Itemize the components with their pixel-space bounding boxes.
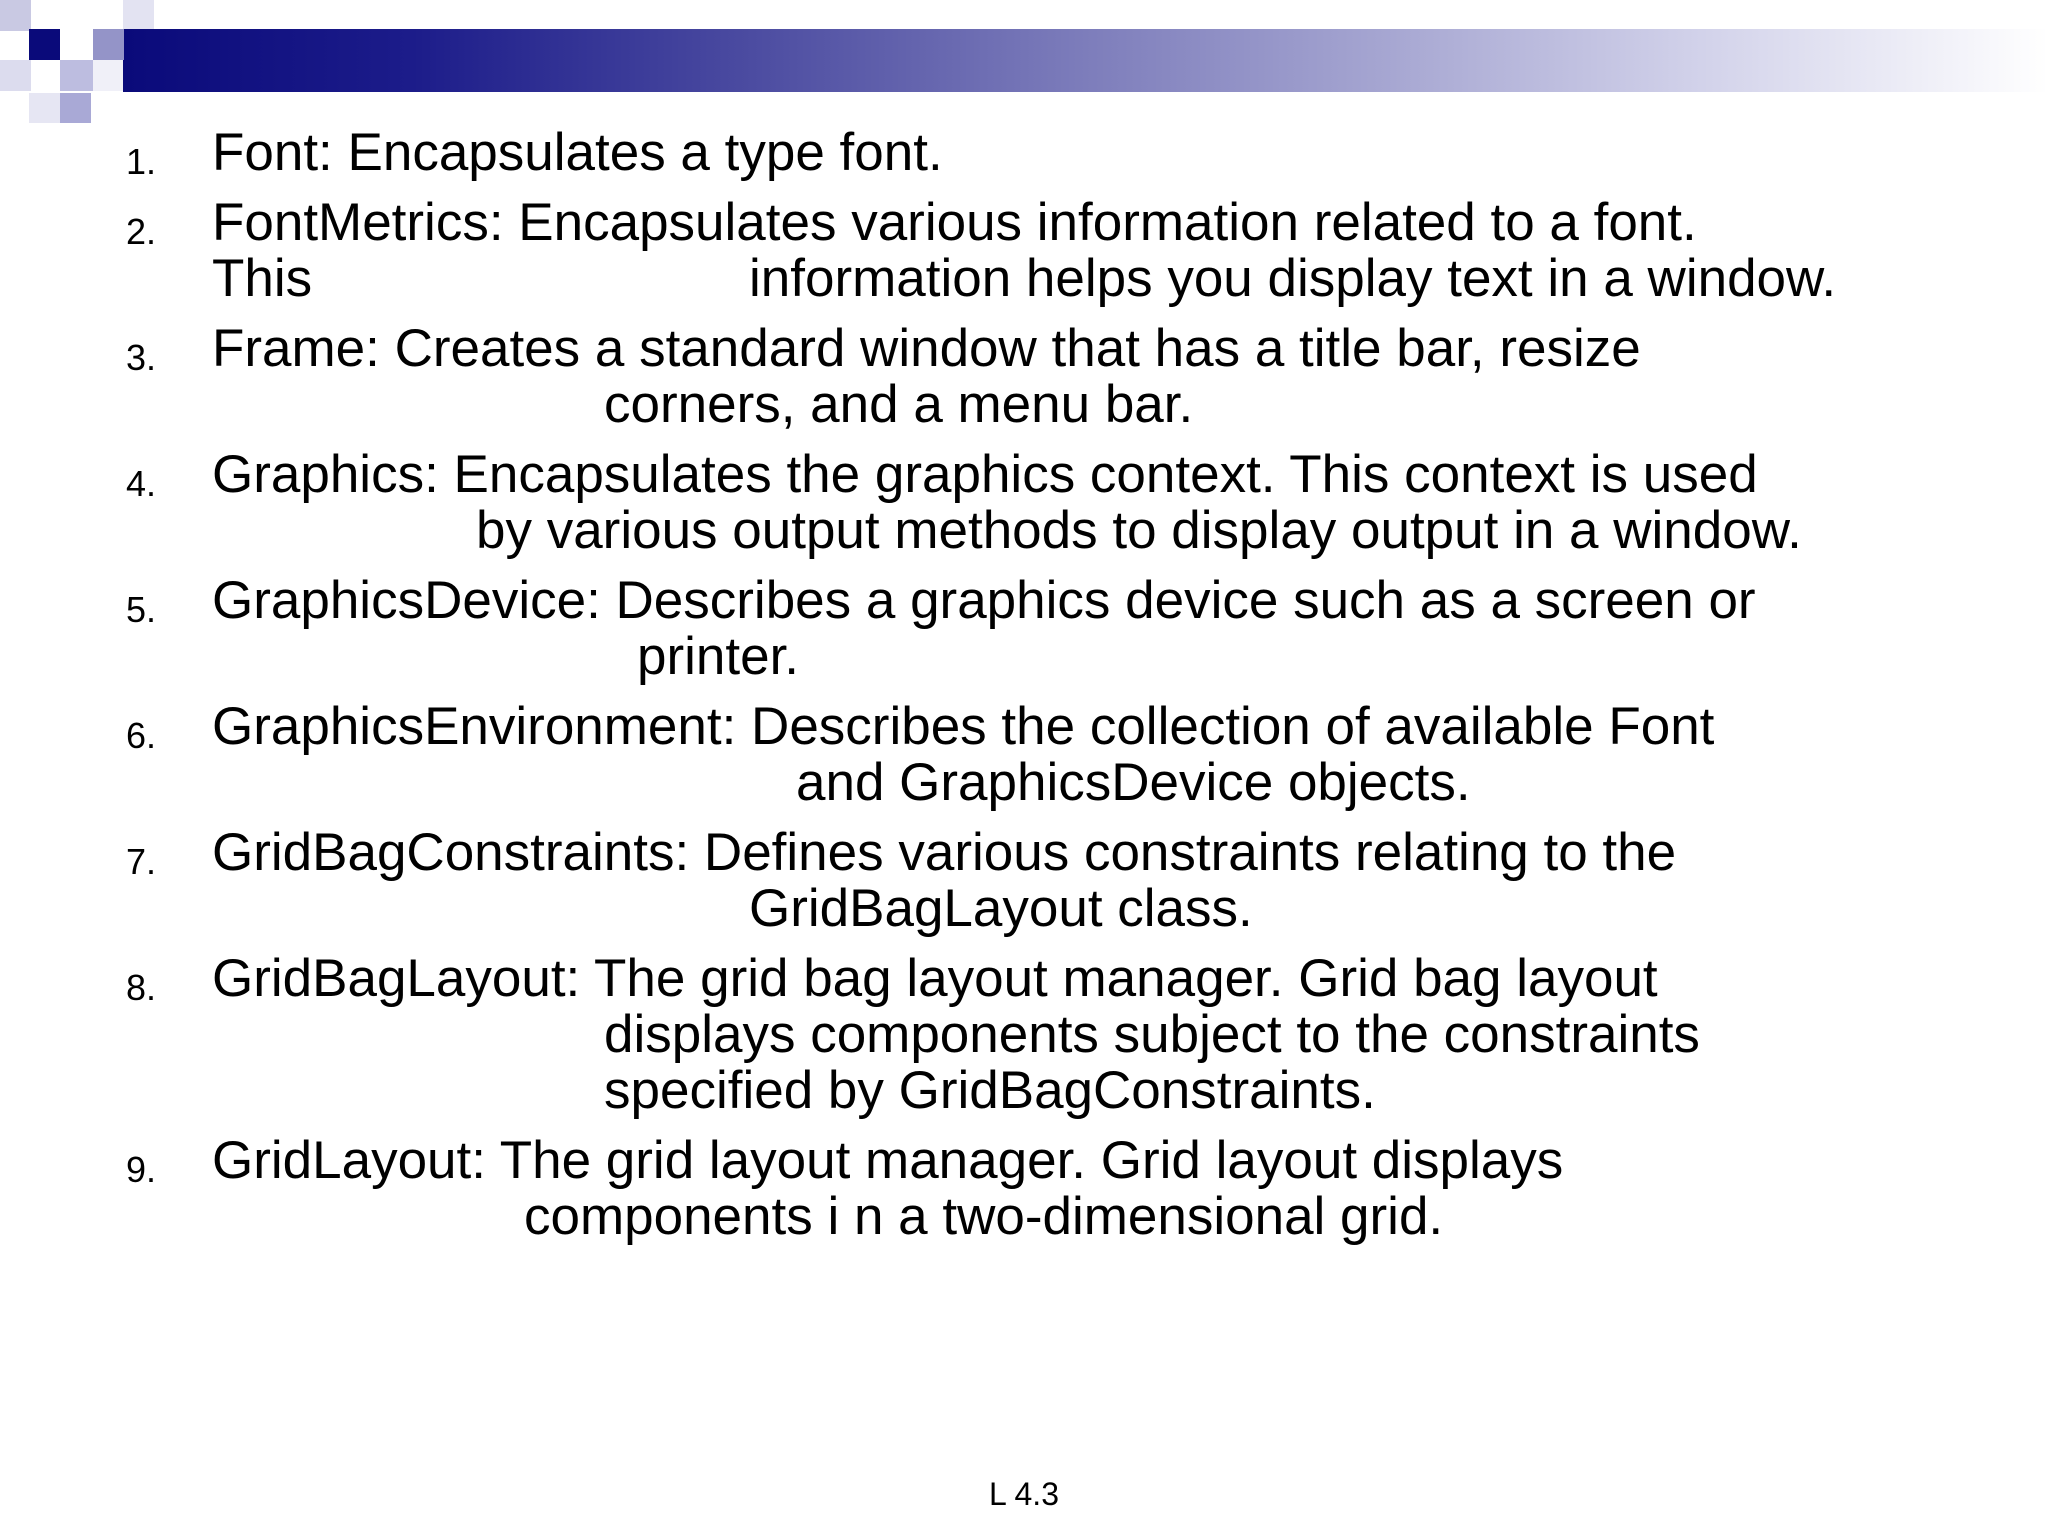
item-number: 5. xyxy=(126,589,157,630)
item-text-line: displays components subject to the constraints xyxy=(604,1005,1700,1064)
item-number: 2. xyxy=(126,211,157,252)
header-accent-square xyxy=(93,60,123,91)
item-number: 7. xyxy=(126,841,157,882)
item-number: 4. xyxy=(126,463,157,504)
list-item xyxy=(0,447,2048,559)
item-number: 9. xyxy=(126,1149,157,1190)
item-text-line: and GraphicsDevice objects. xyxy=(796,753,1471,812)
item-text-line: GridBagLayout: The grid bag layout manager. Grid bag layout xyxy=(212,949,1658,1008)
slide-footer-label: L 4.3 xyxy=(989,1476,1059,1512)
item-text-line: GraphicsEnvironment: Describes the collection of available Font xyxy=(212,697,1715,756)
header-accent-square xyxy=(123,0,154,29)
item-text-line: FontMetrics: Encapsulates various information related to a font. xyxy=(212,193,1697,252)
item-text-line: GridLayout: The grid layout manager. Grid layout displays xyxy=(212,1131,1564,1190)
list-item xyxy=(0,951,2048,1119)
header-accent-square xyxy=(0,60,31,91)
header-gradient-bar xyxy=(123,29,2048,92)
list-item xyxy=(0,321,2048,433)
list-item xyxy=(0,573,2048,685)
item-text-line: Font: Encapsulates a type font. xyxy=(212,123,943,182)
list-item xyxy=(0,125,2048,181)
item-text-line: specified by GridBagConstraints. xyxy=(604,1061,1376,1120)
item-text-line: Frame: Creates a standard window that has a title bar, resize xyxy=(212,319,1641,378)
header-accent-square xyxy=(60,60,93,91)
class-list xyxy=(0,125,2048,1259)
list-item xyxy=(0,825,2048,937)
item-text-line: printer. xyxy=(637,627,800,686)
list-item xyxy=(0,195,2048,307)
item-text-line: GridBagLayout class. xyxy=(749,879,1253,938)
item-text-line-group xyxy=(0,251,2048,307)
list-item xyxy=(0,1133,2048,1245)
header-accent-square xyxy=(93,29,124,60)
item-text-line: corners, and a menu bar. xyxy=(604,375,1194,434)
item-text-line: components i n a two-dimensional grid. xyxy=(524,1187,1444,1246)
item-text-line: Graphics: Encapsulates the graphics context. This context is used xyxy=(212,445,1758,504)
item-text-fragment: information helps you display text in a window. xyxy=(749,249,1837,308)
item-text-line: GridBagConstraints: Defines various constraints relating to the xyxy=(212,823,1677,882)
item-number: 1. xyxy=(126,141,157,182)
item-number: 8. xyxy=(126,967,157,1008)
header-accent-square xyxy=(0,0,31,31)
list-item xyxy=(0,699,2048,811)
item-text-line: by various output methods to display output in a window. xyxy=(476,501,1802,560)
item-number: 3. xyxy=(126,337,157,378)
item-number: 6. xyxy=(126,715,157,756)
header-accent-square xyxy=(60,93,91,123)
item-text-fragment: This xyxy=(212,249,313,308)
header-accent-square xyxy=(29,93,60,123)
header-accent-square xyxy=(29,29,60,60)
item-text-line: GraphicsDevice: Describes a graphics device such as a screen or xyxy=(212,571,1756,630)
